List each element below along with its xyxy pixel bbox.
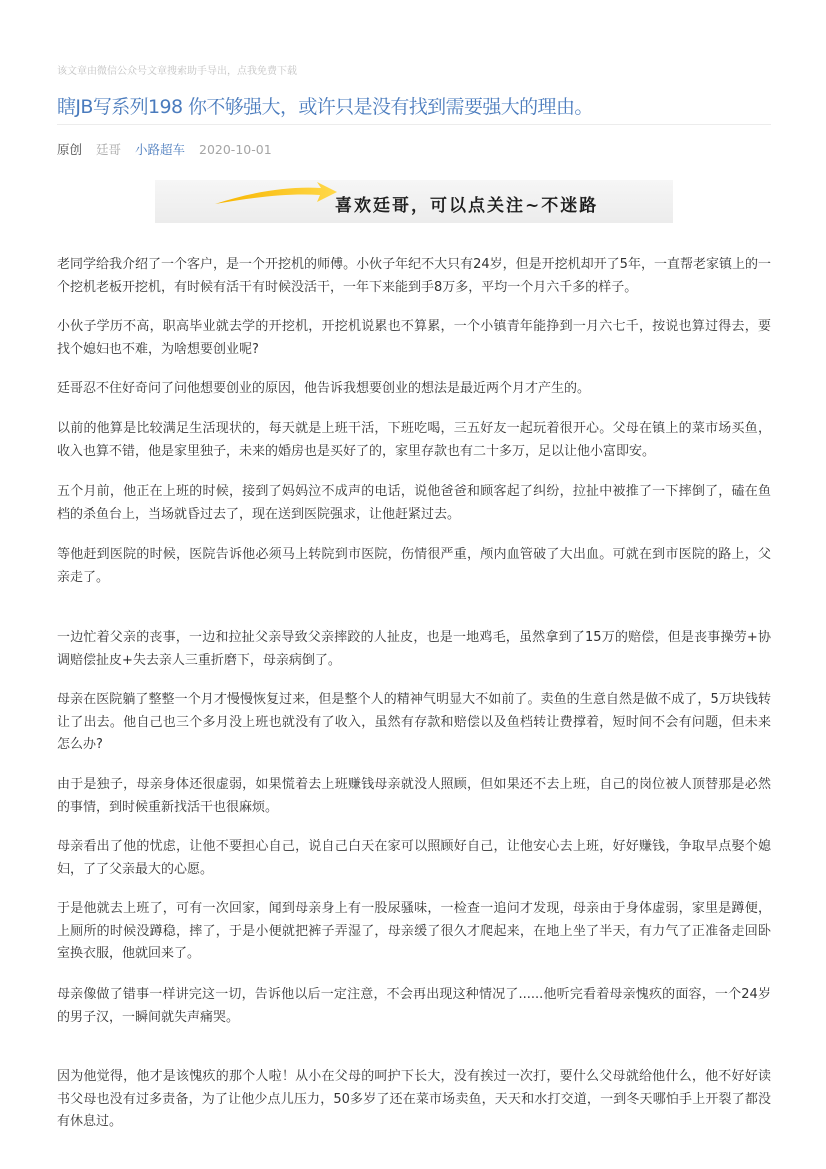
paragraph: 母亲看出了他的忧虑，让他不要担心自己，说自己白天在家可以照顾好自己，让他安心去上班，好好赚钱，争取早点娶个媳妇，了了父亲最大的心愿。 <box>57 839 771 877</box>
paragraph: 一边忙着父亲的丧事，一边和拉扯父亲导致父亲摔跤的人扯皮，也是一地鸡毛，虽然拿到了15万的赔偿，但是丧事操劳+协调赔偿扯皮+失去亲人三重折磨下，母亲病倒了。 <box>57 630 771 668</box>
paragraph: 小伙子学历不高，职高毕业就去学的开挖机，开挖机说累也不算累，一个小镇青年能挣到一月六七千，按说也算过得去，要找个媳妇也不难，为啥想要创业呢? <box>57 319 771 357</box>
account-name-link[interactable]: 小路超车 <box>135 142 186 157</box>
publish-date: 2020-10-01 <box>199 142 272 157</box>
article-meta <box>57 140 282 158</box>
banner-text: 喜欢廷哥，可以点关注~不迷路 <box>335 196 599 216</box>
follow-banner <box>155 180 673 223</box>
paragraph: 廷哥忍不住好奇问了问他想要创业的原因，他告诉我想要创业的想法是最近两个月才产生的。 <box>57 381 591 396</box>
paragraph: 等他赶到医院的时候，医院告诉他必须马上转院到市医院，伤情很严重，颅内血管破了大出血。可就在到市医院的路上，父亲走了。 <box>57 547 771 585</box>
article-title: 瞎JB写系列198 你不够强大，或许只是没有找到需要强大的理由。 <box>57 96 593 118</box>
swoosh-arrow-icon <box>211 180 341 223</box>
paragraph: 由于是独子，母亲身体还很虚弱，如果慌着去上班赚钱母亲就没人照顾，但如果还不去上班，自己的岗位被人顶替那是必然的事情，到时候重新找活干也很麻烦。 <box>57 777 771 815</box>
title-divider <box>57 124 771 125</box>
paragraph: 母亲像做了错事一样讲完这一切，告诉他以后一定注意，不会再出现这种情况了......他听完看着母亲愧疚的面容，一个24岁的男子汉，一瞬间就失声痛哭。 <box>57 987 771 1025</box>
paragraph: 老同学给我介绍了一个客户，是一个开挖机的师傅。小伙子年纪不大只有24岁，但是开挖机却开了5年，一直帮老家镇上的一个挖机老板开挖机，有时候有活干有时候没活干，一年下来能到手8万多，平均一个月六千多的样子。 <box>57 257 771 295</box>
paragraph: 因为他觉得，他才是该愧疚的那个人啦！从小在父母的呵护下长大，没有挨过一次打，要什么父母就给他什么，他不好好读书父母也没有过多责备，为了让他少点儿压力，50多岁了还在菜市场卖鱼，天天和水打交道，一到冬天哪怕手上开裂了都没有休息过。 <box>57 1069 771 1129</box>
paragraph: 于是他就去上班了，可有一次回家，闻到母亲身上有一股尿骚味，一检查一追问才发现，母亲由于身体虚弱，家里是蹲便，上厕所的时候没蹲稳，摔了，于是小便就把裤子弄湿了，母亲缓了很久才爬起来，在地上坐了半天，有力气了正准备走回卧室换衣服，他就回来了。 <box>57 901 771 961</box>
original-label: 原创 <box>57 142 83 157</box>
paragraph: 母亲在医院躺了整整一个月才慢慢恢复过来，但是整个人的精神气明显大不如前了。卖鱼的生意自然是做不成了，5万块钱转让了出去。他自己也三个多月没上班也就没有了收入，虽然有存款和赔偿以及鱼档转让费撑着，短时间不会有问题，但未来怎么办? <box>57 692 771 752</box>
export-notice-link[interactable]: 该文章由微信公众号文章搜索助手导出，点我免费下载 <box>57 66 297 77</box>
author-name: 廷哥 <box>96 142 122 157</box>
paragraph: 以前的他算是比较满足生活现状的，每天就是上班干活，下班吃喝，三五好友一起玩着很开心。父母在镇上的菜市场买鱼，收入也算不错，他是家里独子，未来的婚房也是买好了的，家里存款也有二十多万，足以让他小富即安。 <box>57 421 771 459</box>
paragraph: 五个月前，他正在上班的时候，接到了妈妈泣不成声的电话，说他爸爸和顾客起了纠纷，拉扯中被推了一下摔倒了，磕在鱼档的杀鱼台上，当场就昏过去了，现在送到医院强求，让他赶紧过去。 <box>57 484 771 522</box>
